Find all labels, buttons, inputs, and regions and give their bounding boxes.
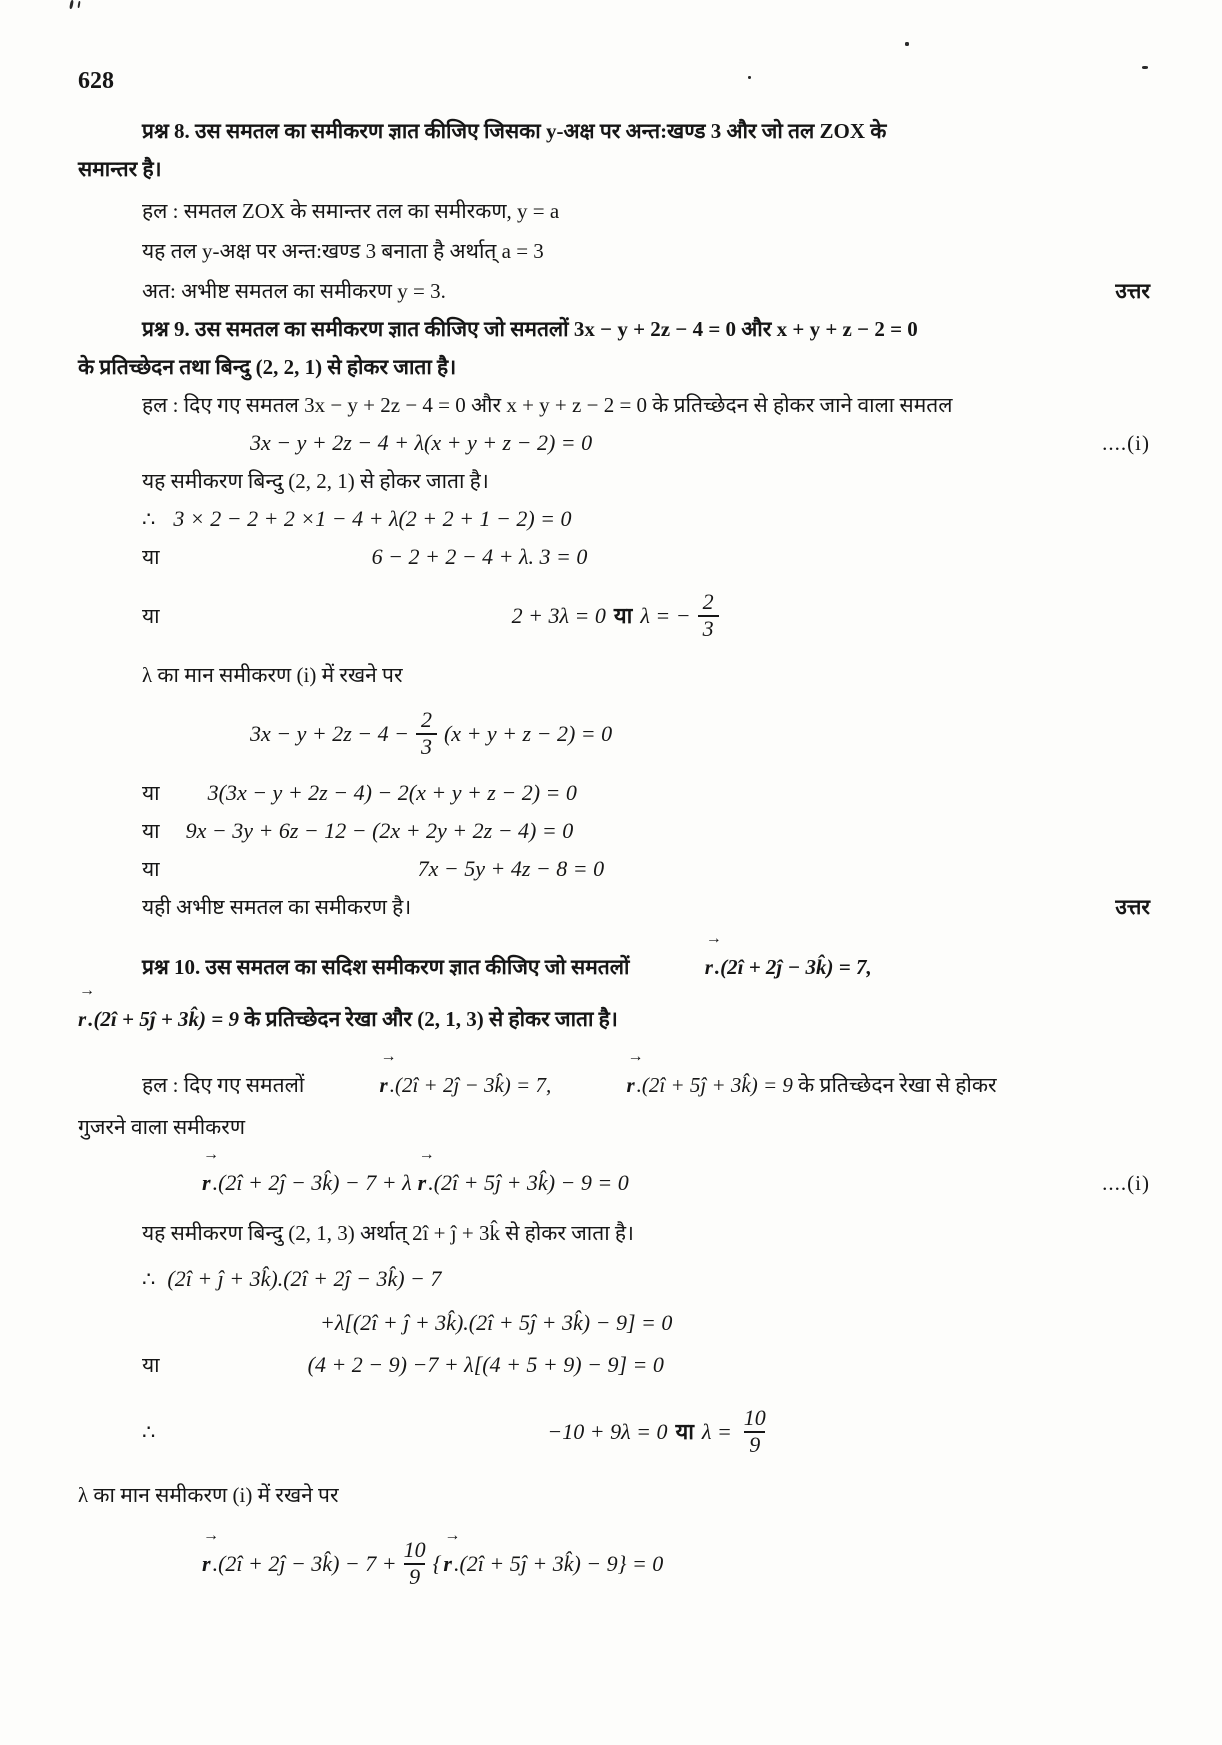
q9-step2: 6 − 2 + 2 − 4 + λ. 3 = 0 xyxy=(371,544,588,569)
vector-r xyxy=(78,982,95,1038)
equation-ref-i: ....(i) xyxy=(1102,1171,1150,1195)
q9-step6-row xyxy=(78,850,1150,888)
scan-noise-speck xyxy=(905,42,909,46)
q10-solution-line2: गुजरने वाला समीकरण xyxy=(78,1115,246,1139)
or-word: या xyxy=(675,1419,694,1444)
scan-noise-speck xyxy=(1142,66,1148,69)
q9-conclusion: यही अभीष्ट समतल का समीकरण है। xyxy=(142,895,412,919)
or-label: या xyxy=(142,604,160,628)
vector-r xyxy=(316,1048,397,1104)
q9-passes-line: यह समीकरण बिन्दु (2, 2, 1) से होकर जाता है। xyxy=(142,469,489,493)
q10-final-equation xyxy=(196,1527,664,1589)
q10-equation-i-row xyxy=(78,1146,1150,1202)
q10-equation-i xyxy=(196,1146,629,1202)
answer-label: उत्तर xyxy=(1115,279,1150,303)
q9-step3-row xyxy=(78,576,1150,656)
fraction-denominator: 3 xyxy=(698,615,719,642)
vector-r xyxy=(202,1146,219,1202)
vector-arrow-icon: → xyxy=(79,982,95,999)
q9-step5-row xyxy=(78,812,1150,850)
therefore-symbol: ∴ xyxy=(142,507,156,531)
therefore-symbol: ∴ xyxy=(142,1267,156,1291)
q9-question-line2: के प्रतिच्छेदन तथा बिन्दु (2, 2, 1) से होकर जाता है। xyxy=(78,355,457,379)
q9-substitute-line: λ का मान समीकरण (i) में रखने पर xyxy=(142,663,403,687)
q10-equation-i-math1: .(2î + 2ĵ − 3k̂) − 7 + λ xyxy=(212,1170,412,1195)
equation-ref-i: ....(i) xyxy=(1102,431,1150,455)
therefore-symbol: ∴ xyxy=(142,1420,156,1444)
q10-final-equation-row xyxy=(78,1524,1150,1604)
or-label: या xyxy=(142,1353,160,1377)
vector-arrow-icon: → xyxy=(705,930,722,947)
q10-passes-line: यह समीकरण बिन्दु (2, 1, 3) अर्थात् 2î + ĵ + 3k̂ से होकर जाता है। xyxy=(142,1221,634,1245)
vector-arrow-icon: → xyxy=(444,1527,461,1544)
fraction-numerator: 2 xyxy=(702,589,714,615)
q10-solution-intro xyxy=(78,1048,1150,1104)
q10-solution-math1: .(2î + 2ĵ − 3k̂) = 7, xyxy=(389,1073,552,1097)
vector-r xyxy=(417,1146,435,1202)
q9-step3-rhs: λ = − xyxy=(640,603,691,628)
vector-arrow-icon: → xyxy=(380,1048,397,1065)
vector-letter: r xyxy=(704,955,713,979)
fraction-numerator: 10 xyxy=(403,1537,426,1563)
q10-question-line2 xyxy=(78,982,1150,1038)
or-word: या xyxy=(613,603,633,628)
vector-arrow-icon: → xyxy=(203,1146,219,1163)
q9-step2-row xyxy=(78,538,1150,576)
vector-letter: r xyxy=(379,1073,388,1097)
q9-step4: 3(3x − y + 2z − 4) − 2(x + y + z − 2) = 0 xyxy=(207,780,577,805)
or-label: या xyxy=(142,857,160,881)
q10-question-text2: के प्रतिच्छेदन रेखा और (2, 1, 3) से होकर जाता है। xyxy=(244,1007,618,1031)
or-label: या xyxy=(142,545,160,569)
vector-r xyxy=(202,1527,219,1583)
q9-question-line1: प्रश्न 9. उस समतल का समीकरण ज्ञात कीजिए जो समतलों 3x − y + 2z − 4 = 0 और x + y + z − 2 = 0 xyxy=(142,317,918,341)
q10-step4-row xyxy=(78,1392,1150,1472)
q9-equation-i-row xyxy=(78,424,1150,462)
fraction-10-9 xyxy=(739,1406,771,1457)
q9-equation-i: 3x − y + 2z − 4 + λ(x + y + z − 2) = 0 xyxy=(250,430,593,455)
q10-substitute-line: λ का मान समीकरण (i) में रखने पर xyxy=(78,1483,339,1507)
vector-letter: r xyxy=(626,1073,635,1097)
q8-solution-line2: यह तल y-अक्ष पर अन्त:खण्ड 3 बनाता है अर्थात् a = 3 xyxy=(142,239,544,263)
q10-question-line1 xyxy=(78,930,1150,986)
q10-question-text: प्रश्न 10. उस समतल का सदिश समीकरण ज्ञात कीजिए जो समतलों xyxy=(142,955,630,979)
q10-step2: +λ[(2î + ĵ + 3k̂).(2î + 5ĵ + 3k̂) − 9] = 0 xyxy=(320,1310,673,1335)
vector-r xyxy=(641,930,722,986)
vector-arrow-icon: → xyxy=(203,1527,219,1544)
q9-step1-row xyxy=(78,500,1150,538)
q9-equation2-post: (x + y + z − 2) = 0 xyxy=(443,721,613,746)
q9-equation2-row xyxy=(78,694,1150,774)
vector-letter: r xyxy=(202,1551,211,1576)
vector-r xyxy=(443,1527,461,1583)
answer-label: उत्तर xyxy=(1115,895,1150,919)
q8-question-line1: प्रश्न 8. उस समतल का समीकरण ज्ञात कीजिए जिसका y-अक्ष पर अन्त:खण्ड 3 और जो तल ZOX के xyxy=(142,119,887,143)
q10-step3: (4 + 2 − 9) −7 + λ[(4 + 5 + 9) − 9] = 0 xyxy=(307,1352,664,1377)
q9-step6: 7x − 5y + 4z − 8 = 0 xyxy=(417,856,605,881)
q10-step4-lhs: −10 + 9λ = 0 xyxy=(547,1419,668,1444)
q10-step1-row xyxy=(78,1260,1150,1298)
q9-step1: 3 × 2 − 2 + 2 ×1 − 4 + λ(2 + 2 + 1 − 2) = 0 xyxy=(173,506,572,531)
q10-equation-i-math2: .(2î + 5ĵ + 3k̂) − 9 = 0 xyxy=(428,1170,629,1195)
scan-noise-speck xyxy=(748,76,751,79)
or-label: या xyxy=(142,819,160,843)
fraction-2-3 xyxy=(416,708,437,759)
fraction-2-3 xyxy=(698,590,719,641)
vector-arrow-icon: → xyxy=(418,1146,435,1163)
q10-step2-row xyxy=(78,1304,1150,1342)
q9-step3-lhs: 2 + 3λ = 0 xyxy=(511,603,606,628)
page-number: 628 xyxy=(78,68,114,94)
q10-step4-rhs: λ = xyxy=(701,1419,732,1444)
q10-final-brace: { xyxy=(432,1551,442,1576)
q8-solution-line1: हल : समतल ZOX के समान्तर तल का समीरकण, y = a xyxy=(142,199,560,223)
q9-step4-row xyxy=(78,774,1150,812)
q10-step3-row xyxy=(78,1346,1150,1384)
q10-solution-math2: .(2î + 5ĵ + 3k̂) = 9 xyxy=(636,1073,793,1097)
q10-solution-text2: के प्रतिच्छेदन रेखा से होकर xyxy=(798,1073,997,1097)
vector-r xyxy=(562,1048,644,1104)
q9-equation2-pre: 3x − y + 2z − 4 − xyxy=(250,721,409,746)
q8-solution-line3: अत: अभीष्ट समतल का समीकरण y = 3. xyxy=(142,279,446,303)
fraction-denominator: 9 xyxy=(744,1431,765,1458)
fraction-10-9 xyxy=(399,1538,431,1589)
q8-question-line2: समान्तर है। xyxy=(78,157,162,181)
vector-letter: r xyxy=(417,1170,427,1195)
vector-arrow-icon: → xyxy=(627,1048,644,1065)
vector-letter: r xyxy=(202,1170,211,1195)
q9-step5: 9x − 3y + 6z − 12 − (2x + 2y + 2z − 4) = 0 xyxy=(185,818,574,843)
q10-step1: (2î + ĵ + 3k̂).(2î + 2ĵ − 3k̂) − 7 xyxy=(167,1266,442,1291)
vector-letter: r xyxy=(78,1007,87,1031)
vector-letter: r xyxy=(443,1551,452,1576)
q10-final-math1: .(2î + 2ĵ − 3k̂) − 7 + xyxy=(212,1551,397,1576)
fraction-numerator: 2 xyxy=(420,707,432,733)
q9-conclusion-row xyxy=(78,888,1150,926)
q9-solution-intro: हल : दिए गए समतल 3x − y + 2z − 4 = 0 और x + y + z − 2 = 0 के प्रतिच्छेदन से होकर जाने वाला समतल xyxy=(142,393,953,417)
q10-final-math2: .(2î + 5ĵ + 3k̂) − 9} = 0 xyxy=(453,1551,664,1576)
fraction-numerator: 10 xyxy=(743,1405,766,1431)
q10-solution-text: हल : दिए गए समतलों xyxy=(142,1073,305,1097)
q10-question-math2: .(2î + 5ĵ + 3k̂) = 9 xyxy=(88,1007,239,1031)
q10-question-math1: .(2î + 2ĵ − 3k̂) = 7, xyxy=(714,955,872,979)
fraction-denominator: 9 xyxy=(404,1563,425,1590)
fraction-denominator: 3 xyxy=(416,733,437,760)
or-label: या xyxy=(142,781,160,805)
